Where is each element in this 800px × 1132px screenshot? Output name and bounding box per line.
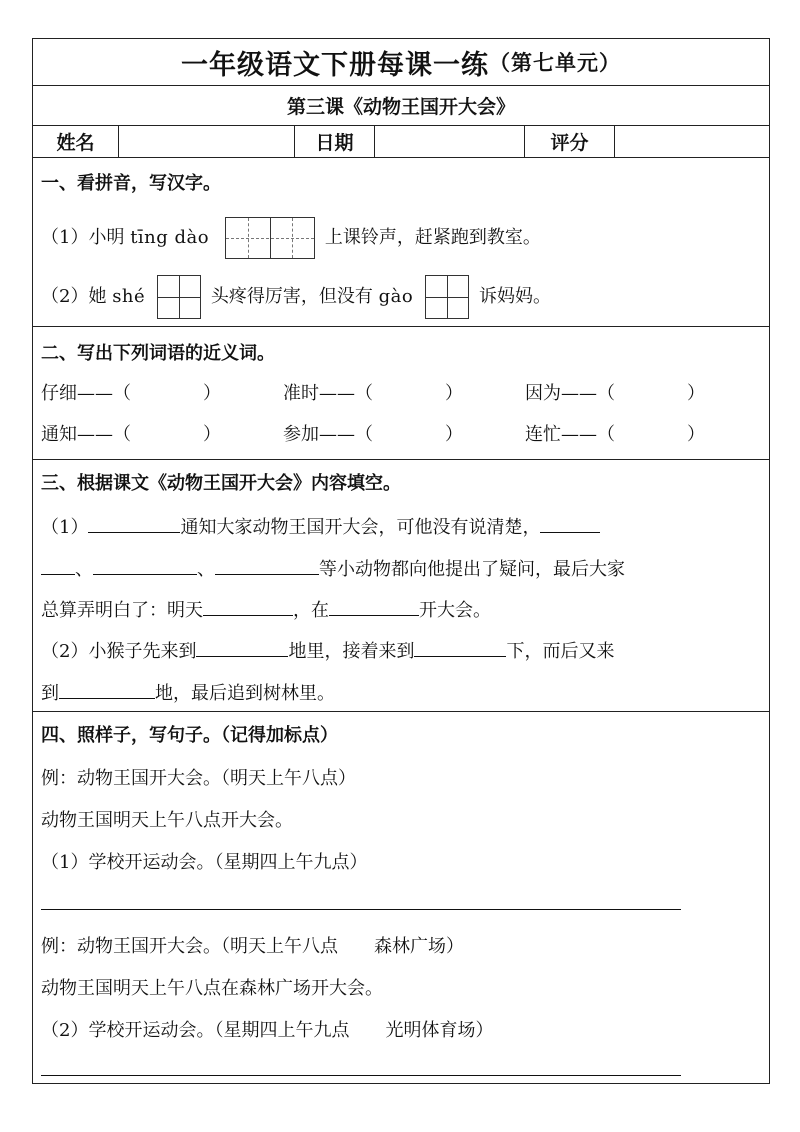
fill-blank-line: 总算弄明白了：明天 ，在 开大会。 — [41, 596, 491, 622]
answer-blank[interactable] — [88, 514, 180, 533]
question-sentence: （1）学校开运动会。（星期四上午九点） — [41, 852, 368, 873]
example-sentence: 例：动物王国开大会。（明天上午八点） — [41, 768, 356, 789]
title-main: 一年级语文下册每课一练 — [181, 49, 489, 81]
answer-blank[interactable] — [329, 597, 419, 616]
divider — [33, 711, 769, 712]
score-label: 评分 — [525, 125, 615, 157]
score-field[interactable] — [615, 125, 769, 157]
student-info-row — [33, 125, 769, 157]
section-1-question-1: （1）小明 tīng dào 上课铃声，赶紧跑到教室。 — [41, 217, 541, 259]
synonym-item: 仔细——（ ） — [41, 383, 221, 404]
synonym-item: 准时——（ ） — [283, 383, 463, 404]
answer-line[interactable] — [41, 1075, 681, 1076]
section-2-heading: 二、写出下列词语的近义词。 — [41, 343, 275, 364]
example-answer: 动物王国明天上午八点开大会。 — [41, 810, 293, 831]
section-3-heading: 三、根据课文《动物王国开大会》内容填空。 — [41, 473, 401, 494]
worksheet-title — [33, 39, 769, 85]
answer-blank[interactable] — [414, 638, 506, 657]
title-unit: （第七单元） — [489, 51, 621, 75]
section-4-heading: 四、照样子，写句子。（记得加标点） — [41, 725, 338, 746]
answer-line[interactable] — [41, 909, 681, 910]
fill-blank-line: （1） 通知大家动物王国开大会，可他没有说清楚， — [41, 513, 600, 539]
writing-grid-two-char[interactable] — [225, 217, 315, 259]
question-sentence: （2）学校开运动会。（星期四上午九点 光明体育场） — [41, 1020, 494, 1041]
fill-blank-line: 到 地，最后追到树林里。 — [41, 679, 335, 705]
pinyin: shé — [112, 286, 146, 307]
synonym-item: 连忙——（ ） — [525, 424, 705, 445]
answer-blank[interactable] — [215, 556, 319, 575]
writing-grid-char[interactable] — [425, 275, 469, 319]
answer-blank[interactable] — [93, 556, 197, 575]
writing-grid-char[interactable] — [157, 275, 201, 319]
pinyin: tīng dào — [130, 227, 210, 248]
worksheet — [32, 38, 770, 1084]
fill-blank-line: 、 、 等小动物都向他提出了疑问，最后大家 — [41, 555, 625, 581]
name-field[interactable] — [119, 125, 295, 157]
synonym-item: 参加——（ ） — [283, 424, 463, 445]
name-label: 姓名 — [33, 125, 119, 157]
lesson-title: 第三课《动物王国开大会》 — [286, 95, 515, 118]
pinyin: gào — [378, 286, 414, 307]
example-sentence: 例：动物王国开大会。（明天上午八点 森林广场） — [41, 936, 464, 957]
synonym-item: 因为——（ ） — [525, 383, 705, 404]
divider — [33, 157, 769, 158]
section-1-question-2: （2）她 shé 头疼得厉害，但没有 gào 诉妈妈。 — [41, 275, 551, 319]
answer-blank[interactable] — [59, 680, 155, 699]
synonym-item: 通知——（ ） — [41, 424, 221, 445]
divider — [33, 326, 769, 327]
answer-blank[interactable] — [196, 638, 288, 657]
example-answer: 动物王国明天上午八点在森林广场开大会。 — [41, 978, 383, 999]
fill-blank-line: （2）小猴子先来到 地里，接着来到 下，而后又来 — [41, 637, 614, 663]
date-field[interactable] — [375, 125, 525, 157]
divider — [33, 459, 769, 460]
answer-blank[interactable] — [41, 556, 75, 575]
date-label: 日期 — [295, 125, 375, 157]
answer-blank[interactable] — [540, 514, 600, 533]
section-1-heading: 一、看拼音，写汉字。 — [41, 173, 221, 194]
answer-blank[interactable] — [203, 597, 293, 616]
